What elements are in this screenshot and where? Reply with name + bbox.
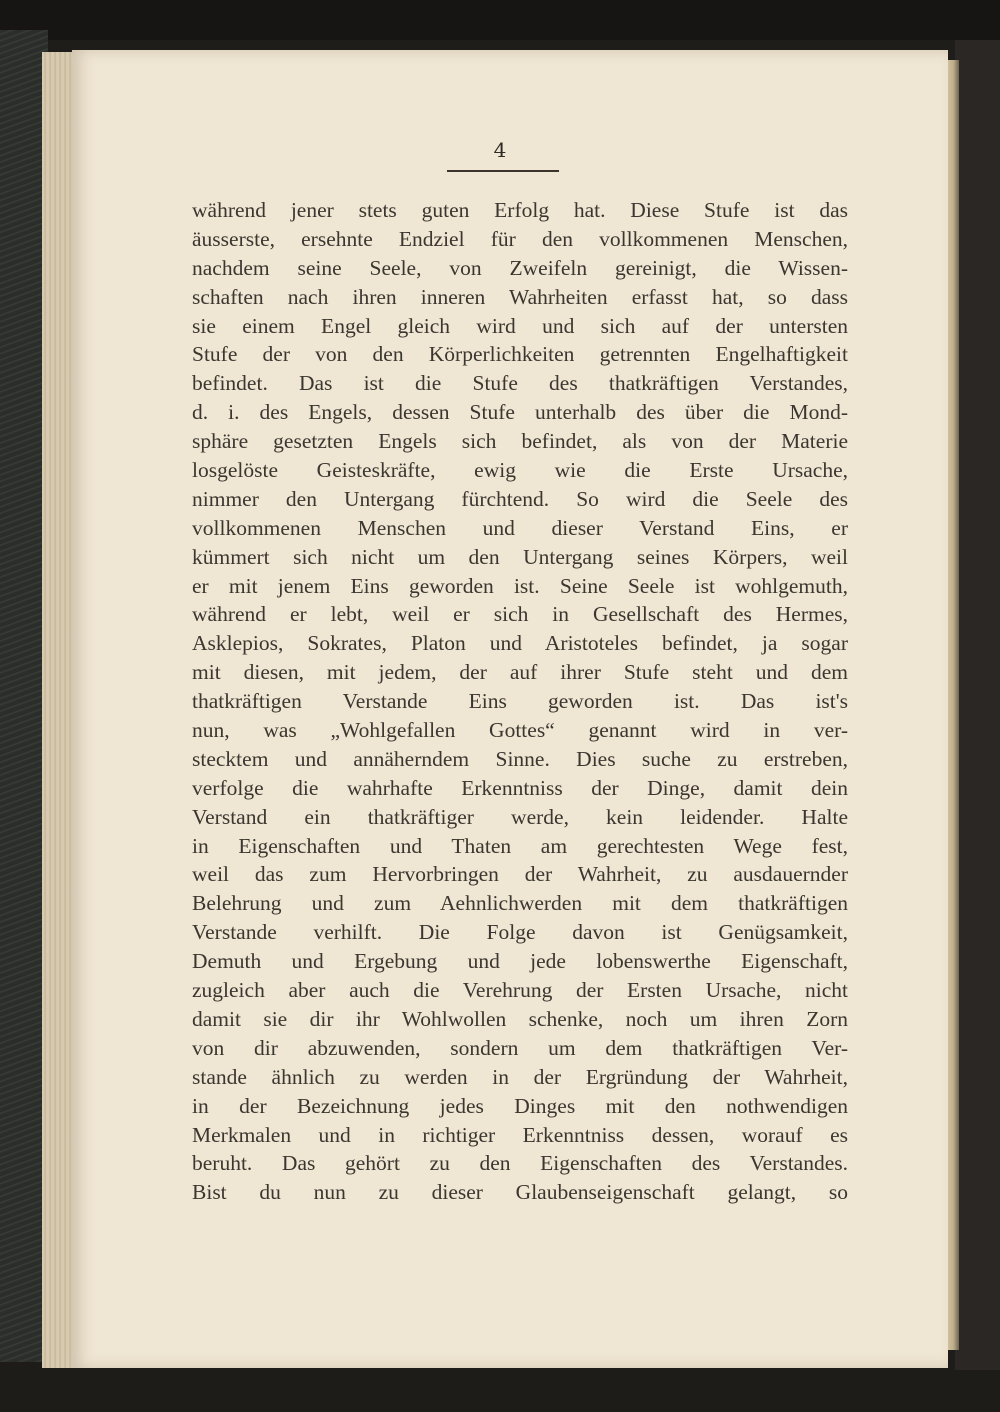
page-body-text bbox=[192, 196, 848, 1207]
text-line: zugleich aber auch die Verehrung der Ersten Ursache, nicht bbox=[192, 978, 848, 1003]
text-line: verfolge die wahrhafte Erkenntniss der Dinge, damit dein bbox=[192, 775, 848, 800]
text-line: Belehrung und zum Aehnlichwerden mit dem thatkräftigen bbox=[192, 891, 848, 916]
text-line: in Eigenschaften und Thaten am gerechtesten Wege fest, bbox=[192, 833, 848, 858]
page-number: 4 bbox=[493, 138, 507, 162]
text-line: äusserste, ersehnte Endziel für den vollkommenen Menschen, bbox=[192, 226, 848, 251]
cover-right-edge bbox=[955, 40, 1000, 1370]
cover-bottom-edge bbox=[0, 1362, 1000, 1412]
text-line: nun, was „Wohlgefallen Gottes“ genannt wird in ver- bbox=[192, 718, 848, 743]
text-line: Merkmalen und in richtiger Erkenntniss dessen, worauf es bbox=[192, 1122, 848, 1147]
text-line: Asklepios, Sokrates, Platon und Aristoteles befindet, ja sogar bbox=[192, 631, 848, 656]
text-line: schaften nach ihren inneren Wahrheiten erfasst hat, so dass bbox=[192, 284, 848, 309]
text-line: während er lebt, weil er sich in Gesellschaft des Hermes, bbox=[192, 602, 848, 627]
text-line: thatkräftigen Verstande Eins geworden ist. Das ist's bbox=[192, 689, 848, 714]
text-line: losgelöste Geisteskräfte, ewig wie die Erste Ursache, bbox=[192, 458, 848, 483]
text-line: weil das zum Hervorbringen der Wahrheit, zu ausdauernder bbox=[192, 862, 848, 887]
text-line: nachdem seine Seele, von Zweifeln gereinigt, die Wissen- bbox=[192, 255, 848, 280]
text-line: Stufe der von den Körperlichkeiten getrennten Engelhaftigkeit bbox=[192, 342, 848, 367]
text-line: mit diesen, mit jedem, der auf ihrer Stufe steht und dem bbox=[192, 660, 848, 685]
text-line: von dir abzuwenden, sondern um dem thatkräftigen Ver- bbox=[192, 1035, 848, 1060]
text-line: er mit jenem Eins geworden ist. Seine Seele ist wohlgemuth, bbox=[192, 573, 848, 598]
cloth-cover-spine bbox=[0, 30, 48, 1412]
text-line: befindet. Das ist die Stufe des thatkräftigen Verstandes, bbox=[192, 371, 848, 396]
text-line: Bist du nun zu dieser Glaubenseigenschaft gelangt, so bbox=[192, 1180, 848, 1205]
page-number-rule bbox=[447, 170, 559, 172]
text-line: nimmer den Untergang fürchtend. So wird die Seele des bbox=[192, 486, 848, 511]
text-line: sphäre gesetzten Engels sich befindet, als von der Materie bbox=[192, 429, 848, 454]
text-line: stande ähnlich zu werden in der Ergründung der Wahrheit, bbox=[192, 1064, 848, 1089]
text-line: in der Bezeichnung jedes Dinges mit den nothwendigen bbox=[192, 1093, 848, 1118]
text-line: beruht. Das gehört zu den Eigenschaften des Verstandes. bbox=[192, 1151, 848, 1176]
cover-top-edge bbox=[0, 0, 1000, 40]
text-line: sie einem Engel gleich wird und sich auf der untersten bbox=[192, 313, 848, 338]
text-line: vollkommenen Menschen und dieser Verstand Eins, er bbox=[192, 515, 848, 540]
text-line: d. i. des Engels, dessen Stufe unterhalb des über die Mond- bbox=[192, 400, 848, 425]
text-line: stecktem und annäherndem Sinne. Dies suche zu erstreben, bbox=[192, 746, 848, 771]
text-line: Verstand ein thatkräftiger werde, kein leidender. Halte bbox=[192, 804, 848, 829]
text-line: Verstande verhilft. Die Folge davon ist Genügsamkeit, bbox=[192, 920, 848, 945]
text-line: während jener stets guten Erfolg hat. Diese Stufe ist das bbox=[192, 198, 848, 222]
text-line: damit sie dir ihr Wohlwollen schenke, noch um ihren Zorn bbox=[192, 1006, 848, 1031]
text-line: Demuth und Ergebung und jede lobenswerthe Eigenschaft, bbox=[192, 949, 848, 974]
text-line: kümmert sich nicht um den Untergang seines Körpers, weil bbox=[192, 544, 848, 569]
